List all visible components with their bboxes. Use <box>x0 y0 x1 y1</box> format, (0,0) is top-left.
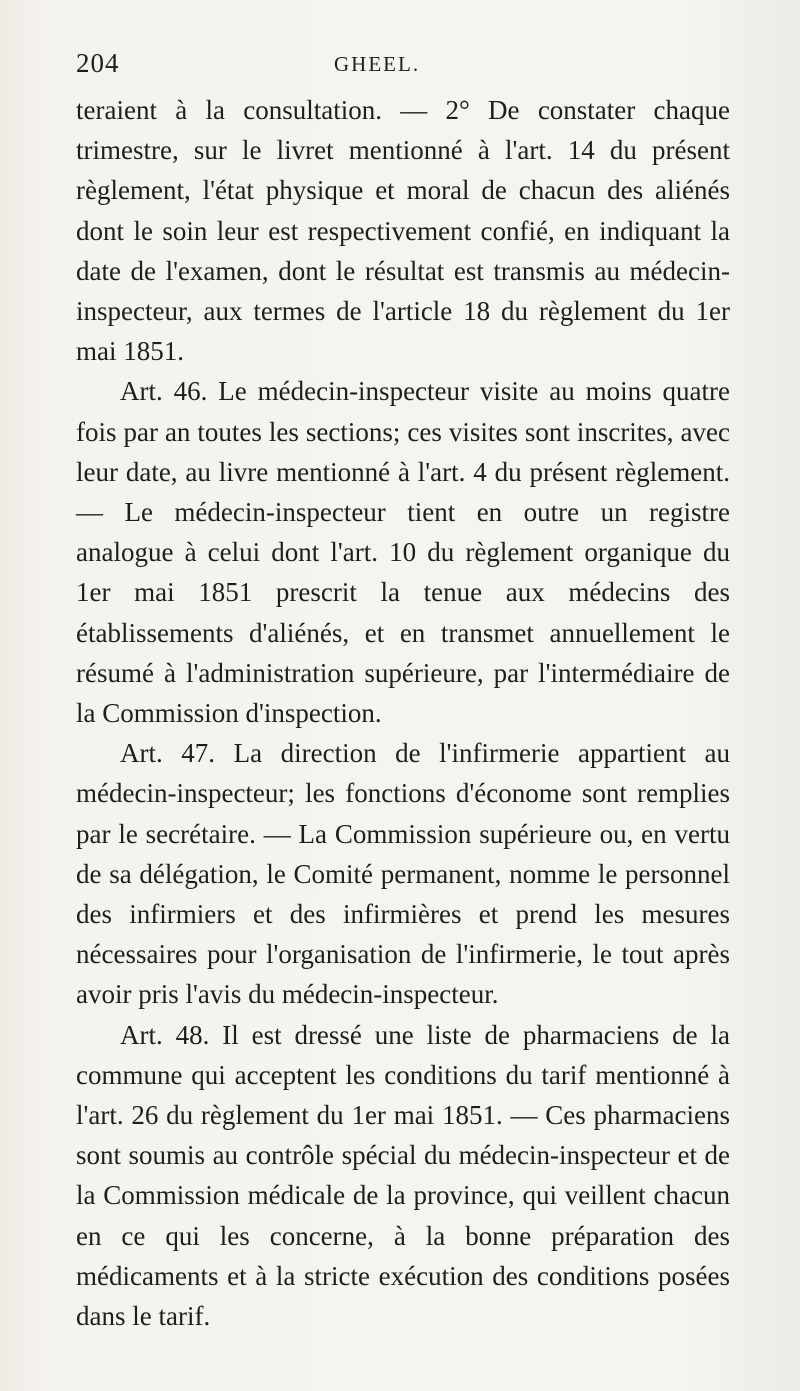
paragraph-art-46: Art. 46. Le médecin-inspecteur visite au moins quatre fois par an toutes les sections; ces visites sont inscrites, avec leur date, au livre mentionné à l'art. 4 du présent règlement. — Le médecin-inspecteur tient en outre un registre analogue à celui dont l'art. 10 du règlement organique du 1er mai 1851 prescrit la tenue aux médecins des établissements d'aliénés, et en transmet annuellement le résumé à l'administration supérieure, par l'intermédiaire de la Commission d'inspection. <box>76 376 730 729</box>
paragraph-art-47: Art. 47. La direction de l'infirmerie appartient au médecin-inspecteur; les fonctions d'économe sont remplies par le secrétaire. — La Commission supérieure ou, en vertu de sa délégation, le Comité permanent, nomme le personnel des infirmiers et des infirmières et prend les mesures nécessaires pour l'organisation de l'infirmerie, le tout après avoir pris l'avis du médecin-inspecteur. <box>76 738 730 1010</box>
body-text <box>76 90 730 1336</box>
paragraph-continuation: teraient à la consultation. — 2° De constater chaque trimestre, sur le livret mentionné à l'art. 14 du présent règlement, l'état physique et moral de chacun des aliénés dont le soin leur est respectivement confié, en indiquant la date de l'examen, dont le résultat est transmis au médecin-inspecteur, aux termes de l'article 18 du règlement du 1er mai 1851. <box>76 95 730 367</box>
running-head <box>76 48 730 88</box>
running-title: GHEEL. <box>334 52 421 76</box>
page-number: 204 <box>76 48 120 78</box>
paragraph-art-48: Art. 48. Il est dressé une liste de pharmaciens de la commune qui acceptent les conditions du tarif mentionné à l'art. 26 du règlement du 1er mai 1851. — Ces pharmaciens sont soumis au contrôle spécial du médecin-inspecteur et de la Commission médicale de la province, qui veillent chacun en ce qui les concerne, à la bonne préparation des médicaments et à la stricte exécution des conditions posées dans le tarif. <box>76 1019 730 1332</box>
